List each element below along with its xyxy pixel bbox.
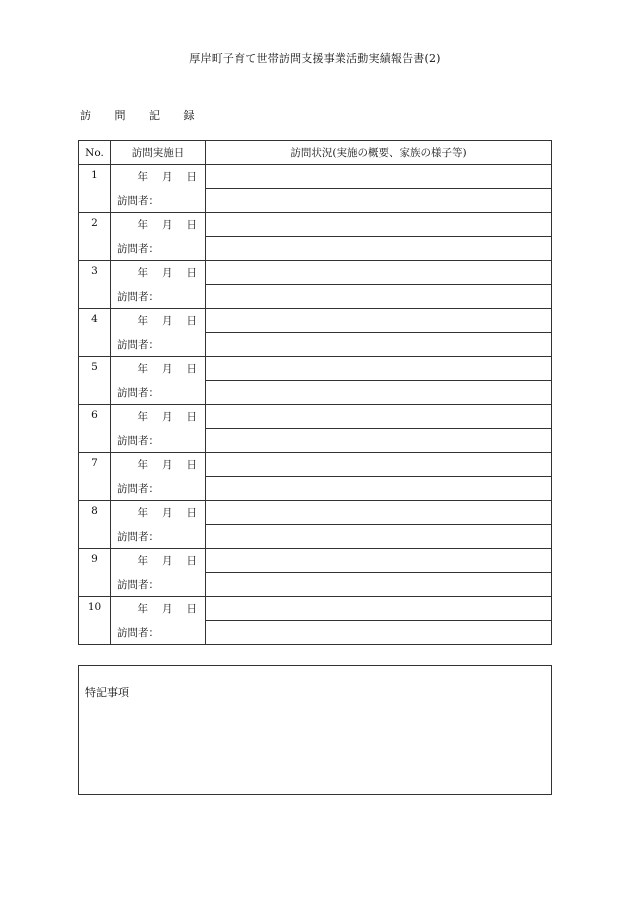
visit-number: 9 (79, 549, 111, 597)
visit-status-line-2[interactable] (206, 525, 552, 549)
visitor-field[interactable]: 訪問者： (111, 189, 206, 213)
visit-status-line-1[interactable] (206, 213, 552, 237)
visit-date-field[interactable] (111, 549, 206, 573)
visit-date-field[interactable] (111, 501, 206, 525)
visitor-field[interactable]: 訪問者： (111, 381, 206, 405)
date-unit-label: 年 (137, 267, 148, 280)
visit-status-line-2[interactable] (206, 621, 552, 645)
visit-row (79, 165, 552, 189)
visit-row-visitor (79, 333, 552, 357)
visit-row-visitor (79, 429, 552, 453)
date-unit-label: 日 (186, 171, 197, 184)
document-title: 厚岸町子育て世帯訪問支援事業活動実績報告書(2) (189, 52, 441, 65)
visit-number: 4 (79, 309, 111, 357)
visit-status-line-1[interactable] (206, 597, 552, 621)
visit-date-field[interactable] (111, 453, 206, 477)
date-unit-label: 月 (162, 411, 173, 424)
visit-row (79, 261, 552, 285)
visit-row (79, 501, 552, 525)
visit-status-line-1[interactable] (206, 165, 552, 189)
header-visit-status: 訪問状況(実施の概要、家族の様子等) (206, 141, 552, 165)
visit-row-visitor (79, 189, 552, 213)
visit-status-line-1[interactable] (206, 453, 552, 477)
date-unit-label: 日 (186, 363, 197, 376)
date-unit-label: 日 (186, 603, 197, 616)
date-unit-label: 年 (137, 363, 148, 376)
visit-status-line-2[interactable] (206, 333, 552, 357)
visit-row (79, 405, 552, 429)
visit-row (79, 453, 552, 477)
date-unit-label: 月 (162, 219, 173, 232)
visit-status-line-1[interactable] (206, 357, 552, 381)
visit-status-line-1[interactable] (206, 261, 552, 285)
header-visit-date: 訪問実施日 (111, 141, 206, 165)
visit-row-visitor (79, 237, 552, 261)
visit-number: 7 (79, 453, 111, 501)
visit-date-field[interactable] (111, 213, 206, 237)
visitor-field[interactable]: 訪問者： (111, 429, 206, 453)
visit-status-line-1[interactable] (206, 501, 552, 525)
date-unit-label: 日 (186, 459, 197, 472)
visit-rows (79, 165, 552, 645)
visit-status-line-2[interactable] (206, 237, 552, 261)
date-unit-label: 月 (162, 603, 173, 616)
date-unit-label: 日 (186, 267, 197, 280)
date-unit-label: 月 (162, 315, 173, 328)
visit-row-visitor (79, 381, 552, 405)
visitor-field[interactable]: 訪問者： (111, 525, 206, 549)
date-unit-label: 日 (186, 555, 197, 568)
visitor-field[interactable]: 訪問者： (111, 573, 206, 597)
visit-status-line-2[interactable] (206, 285, 552, 309)
date-unit-label: 月 (162, 363, 173, 376)
date-unit-label: 月 (162, 507, 173, 520)
date-unit-label: 月 (162, 267, 173, 280)
visit-row (79, 309, 552, 333)
date-unit-label: 年 (137, 219, 148, 232)
visit-record-table (78, 140, 552, 645)
special-notes-label: 特記事項 (85, 686, 129, 699)
visit-status-line-1[interactable] (206, 405, 552, 429)
visit-number: 1 (79, 165, 111, 213)
date-unit-label: 日 (186, 411, 197, 424)
visit-number: 6 (79, 405, 111, 453)
header-no: No. (79, 141, 111, 165)
visit-date-field[interactable] (111, 165, 206, 189)
visit-row (79, 357, 552, 381)
visit-number: 10 (79, 597, 111, 645)
visitor-field[interactable]: 訪問者： (111, 285, 206, 309)
date-unit-label: 月 (162, 555, 173, 568)
visitor-field[interactable]: 訪問者： (111, 237, 206, 261)
visitor-field[interactable]: 訪問者： (111, 477, 206, 501)
visit-row-visitor (79, 477, 552, 501)
date-unit-label: 年 (137, 171, 148, 184)
visit-row-visitor (79, 573, 552, 597)
date-unit-label: 月 (162, 459, 173, 472)
date-unit-label: 年 (137, 555, 148, 568)
visit-date-field[interactable] (111, 357, 206, 381)
visit-row (79, 213, 552, 237)
visit-row-visitor (79, 285, 552, 309)
date-unit-label: 年 (137, 411, 148, 424)
visit-date-field[interactable] (111, 261, 206, 285)
visit-status-line-2[interactable] (206, 477, 552, 501)
visit-number: 2 (79, 213, 111, 261)
special-notes-box[interactable] (78, 665, 552, 795)
visit-row-visitor (79, 525, 552, 549)
date-unit-label: 日 (186, 315, 197, 328)
visit-number: 3 (79, 261, 111, 309)
visit-date-field[interactable] (111, 597, 206, 621)
visit-row (79, 597, 552, 621)
visit-status-line-1[interactable] (206, 549, 552, 573)
visit-number: 5 (79, 357, 111, 405)
visitor-field[interactable]: 訪問者： (111, 621, 206, 645)
table-header-row (79, 141, 552, 165)
date-unit-label: 年 (137, 507, 148, 520)
visitor-field[interactable]: 訪問者： (111, 333, 206, 357)
date-unit-label: 月 (162, 171, 173, 184)
visit-status-line-2[interactable] (206, 573, 552, 597)
visit-number: 8 (79, 501, 111, 549)
visit-status-line-2[interactable] (206, 381, 552, 405)
date-unit-label: 年 (137, 315, 148, 328)
visit-status-line-2[interactable] (206, 189, 552, 213)
visit-date-field[interactable] (111, 309, 206, 333)
date-unit-label: 年 (137, 603, 148, 616)
visit-row (79, 549, 552, 573)
date-unit-label: 日 (186, 507, 197, 520)
visit-row-visitor (79, 621, 552, 645)
visit-status-line-2[interactable] (206, 429, 552, 453)
visit-status-line-1[interactable] (206, 309, 552, 333)
visit-date-field[interactable] (111, 405, 206, 429)
section-heading: 訪 問 記 録 (80, 109, 205, 122)
date-unit-label: 年 (137, 459, 148, 472)
date-unit-label: 日 (186, 219, 197, 232)
